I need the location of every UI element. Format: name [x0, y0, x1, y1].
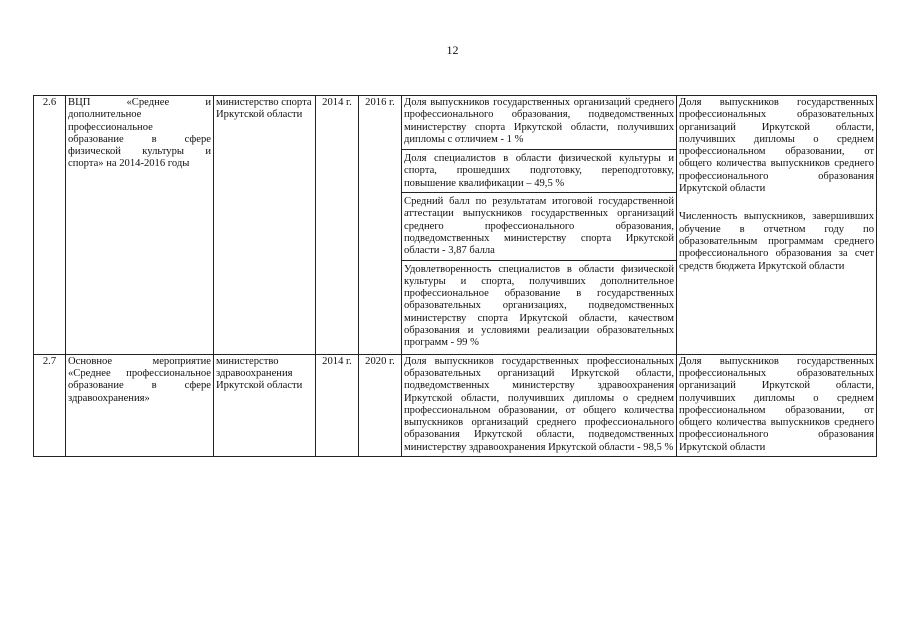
row-number: 2.6 [34, 96, 66, 355]
end-year: 2016 г. [359, 96, 402, 355]
executor: министерство спорта Иркутской области [214, 96, 316, 355]
end-year: 2020 г. [359, 354, 402, 456]
indicator: Доля выпускников государственных организаций среднего профессионального образования, подведомственных министерству спорта Иркутской области, получивших дипломы с отличием - 1 % [404, 97, 674, 145]
page-number: 12 [446, 43, 459, 57]
indicator: Средний балл по результатам итоговой государственной аттестации выпускников государственных организаций среднего профессионального образования, подведомственных министерству спорта Иркутской области - 3,87 балла [402, 192, 676, 259]
target-indicator: Доля выпускников государственных профессиональных образовательных организаций Иркутской области, получивших дипломы о среднем профессиональном образовании, от общего количества выпускников среднего профессионального образования Иркутской области [677, 354, 877, 456]
start-year: 2014 г. [316, 96, 359, 355]
executor: министерство здравоохранения Иркутской области [214, 354, 316, 456]
target-indicator: Доля выпускников государственных профессиональных образовательных организаций Иркутской области, получивших дипломы о среднем профессиональном образовании, от общего количества выпускников среднего профессионального образования Иркутской области [679, 97, 874, 195]
program-table [33, 95, 877, 457]
indicator: Доля выпускников государственных профессиональных образовательных организаций Иркутской области, подведомственных министерству здравоохранения Иркутской области, получивших дипломы о среднем профессиональном образовании, от общего количества выпускников организаций среднего профессионального образования Иркутской области, подведомственных министерству здравоохранения Иркутской области - 98,5 % [402, 354, 677, 456]
indicators-cell [402, 96, 677, 355]
indicator: Доля специалистов в области физической культуры и спорта, прошедших подготовку, переподготовку, повышение квалификации – 49,5 % [402, 149, 676, 192]
start-year: 2014 г. [316, 354, 359, 456]
indicator: Удовлетворенность специалистов в области физической культуры и спорта, получивших дополнительное профессиональное образование в государственных образовательных организациях, подведомственных министерству спорта Иркутской области, качеством образования и условиями реализации образовательных программ - 99 % [402, 260, 676, 352]
row-number: 2.7 [34, 354, 66, 456]
targets-cell [677, 96, 877, 355]
target-indicator: Численность выпускников, завершивших обучение в отчетном году по образовательным программам среднего профессионального образования за счет средств бюджета Иркутской области [679, 211, 874, 272]
program-name: Основное мероприятие «Среднее профессиональное образование в сфере здравоохранения» [66, 354, 214, 456]
table-row [34, 354, 877, 456]
table-row [34, 96, 877, 355]
program-name: ВЦП «Среднее и дополнительное профессиональное образование в сфере физической культуры и спорта» на 2014-2016 годы [66, 96, 214, 355]
